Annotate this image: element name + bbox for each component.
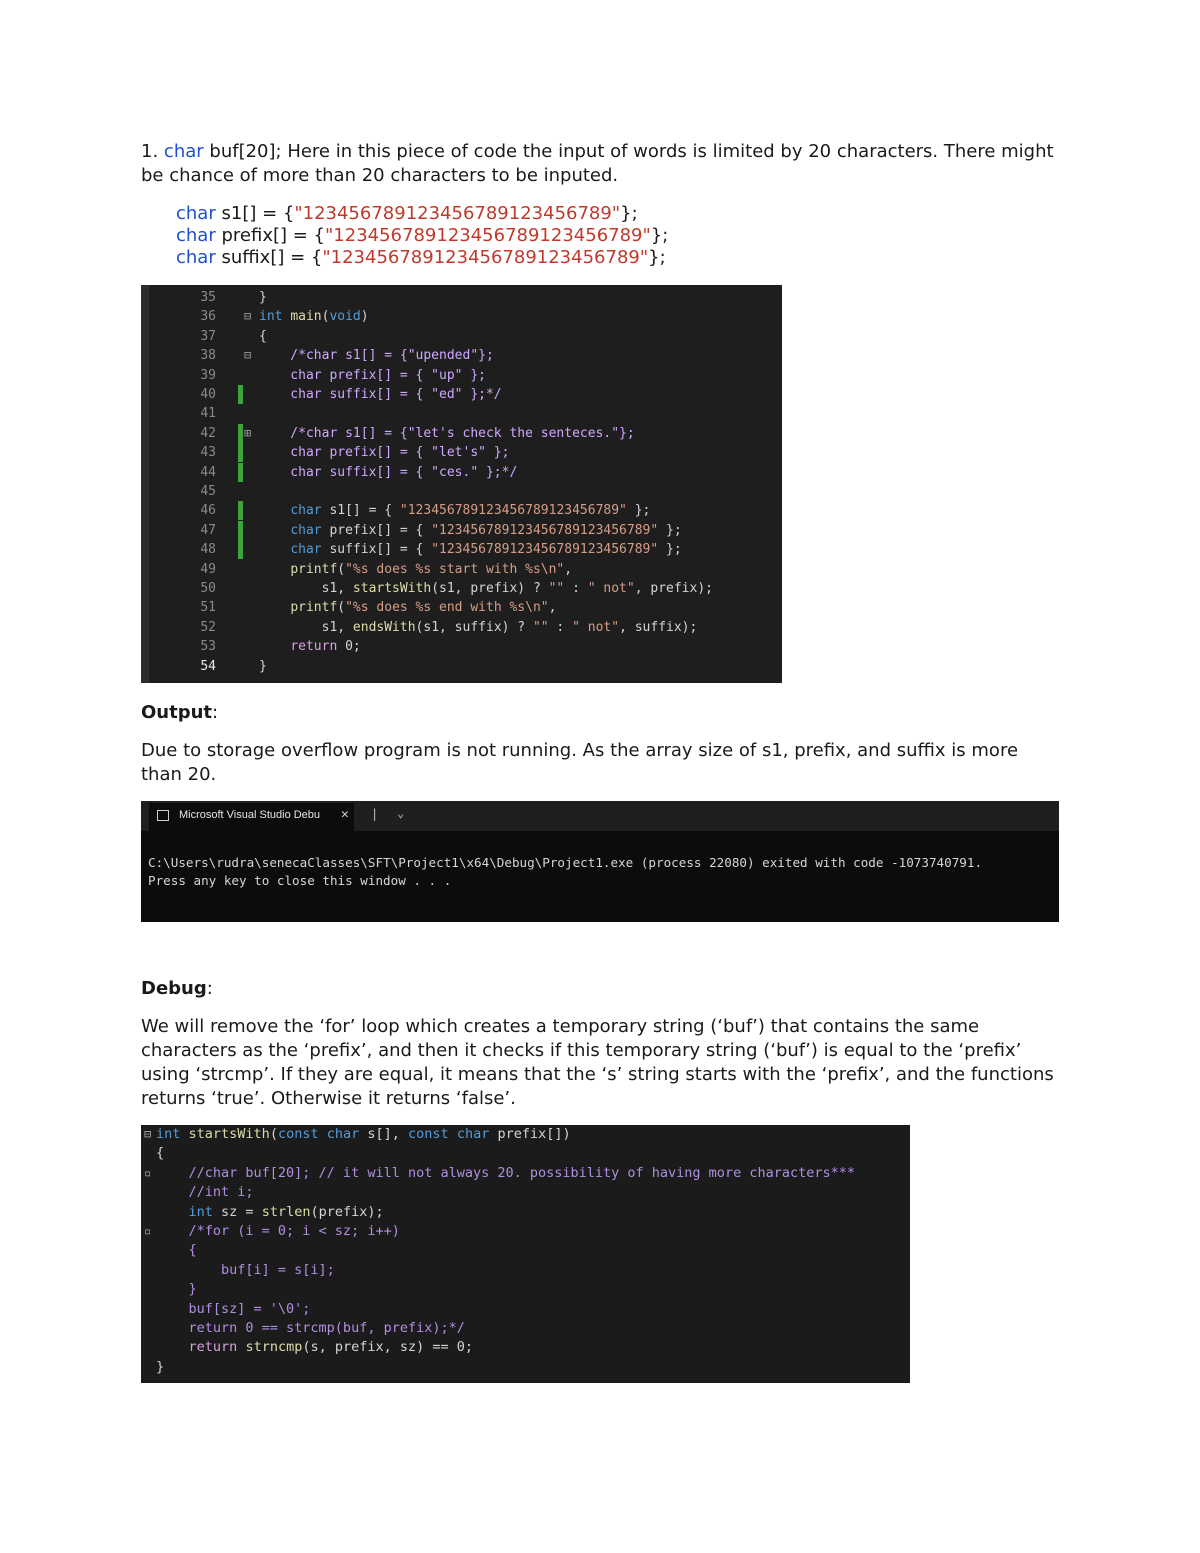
code-text: } — [259, 290, 267, 305]
code-text: { — [156, 1145, 165, 1162]
snippet-tail: }; — [650, 225, 669, 246]
code-line — [141, 327, 782, 346]
code-text: char prefix[] = { "up" }; — [259, 367, 486, 383]
debug-heading-colon: : — [206, 978, 213, 999]
code-text: return 0; — [290, 639, 361, 655]
code-line — [141, 366, 782, 385]
code-text: } — [156, 1358, 165, 1375]
code-line — [141, 1300, 910, 1319]
line-number: 49 — [200, 561, 216, 577]
line-number: 35 — [200, 290, 216, 305]
line-number: 40 — [200, 387, 216, 402]
code-line — [141, 1280, 910, 1299]
chevron-down-icon[interactable]: ⌄ — [397, 806, 405, 820]
snippet-string: "123456789123456789123456789" — [325, 225, 651, 246]
code-line — [141, 1164, 910, 1183]
code-line — [141, 404, 782, 423]
snippet-keyword: char — [176, 203, 216, 224]
debug-heading — [141, 977, 1061, 1001]
line-number: 42 — [200, 425, 216, 441]
snippet-string: "123456789123456789123456789" — [322, 247, 649, 268]
code-text: /*for (i = 0; i < sz; i++) — [156, 1223, 400, 1239]
fold-toggle-icon[interactable]: ⊟ — [244, 348, 252, 363]
change-marker — [238, 501, 243, 520]
debug-paragraph: We will remove the ‘for’ loop which creates a temporary string (‘buf’) that contains the same characters as the ‘prefix’, and then it checks if this temporary string (‘buf’) is equal to the ‘prefix’ using ‘strcmp’. If they are equal, it means that the ‘s’ string starts with the ‘prefix’, and the functions returns ‘true’. Otherwise it returns ‘false’. — [141, 1016, 1054, 1109]
code-line — [141, 482, 782, 501]
code-text: int sz = strlen(prefix); — [188, 1203, 384, 1220]
line-number: 47 — [200, 522, 216, 538]
code-text: int startsWith(const char s[], const char prefix[]) — [156, 1126, 571, 1142]
snippet-line-suffix — [176, 247, 666, 269]
code-text: char suffix[] = { "ces." };*/ — [259, 464, 518, 480]
line-number: 36 — [200, 309, 216, 325]
code-line — [141, 1183, 910, 1202]
fold-toggle-icon[interactable]: ⊟ — [144, 1127, 152, 1141]
change-marker — [238, 385, 243, 404]
intro-paragraph — [141, 140, 1061, 188]
code-text: s1, endsWith(s1, suffix) ? "" : " not", suffix); — [259, 619, 698, 635]
code-line — [141, 560, 782, 579]
snippet-name: suffix[] = { — [221, 247, 323, 268]
output-heading — [141, 701, 1061, 725]
code-line — [141, 1241, 910, 1260]
snippet-tail: }; — [648, 247, 666, 268]
code-line — [141, 463, 782, 482]
code-line — [141, 443, 782, 462]
code-text: s1, startsWith(s1, prefix) ? "" : " not", prefix); — [259, 581, 713, 596]
code-text: char suffix[] = { "ed" };*/ — [259, 387, 502, 402]
change-marker — [238, 521, 243, 540]
code-text: { — [259, 328, 267, 344]
code-line — [141, 521, 782, 540]
line-number: 46 — [200, 503, 216, 519]
code-text: return strncmp(s, prefix, sz) == 0; — [188, 1339, 474, 1356]
code-text: buf[sz] = '\0'; — [156, 1300, 311, 1317]
line-number: 50 — [200, 581, 216, 596]
editor-screenshot-startswith — [141, 1125, 910, 1383]
terminal-icon — [157, 810, 169, 821]
console-screenshot — [141, 801, 1059, 922]
snippet-keyword: char — [176, 247, 216, 268]
fold-toggle-icon[interactable]: ▫ — [144, 1224, 152, 1238]
intro-keyword: char — [163, 141, 204, 162]
code-text: char s1[] = { "123456789123456789123456789" }; — [290, 503, 651, 519]
line-number: 38 — [200, 348, 216, 364]
code-line — [141, 540, 782, 559]
code-text: /*char s1[] = {"upended"}; — [259, 348, 494, 364]
code-line — [141, 598, 782, 617]
tab-separator: | — [371, 807, 379, 821]
snippet-keyword: char — [176, 225, 216, 246]
code-line — [141, 1125, 910, 1144]
close-icon[interactable]: ✕ — [341, 807, 349, 822]
code-line — [141, 288, 782, 307]
line-number: 37 — [200, 328, 216, 344]
console-tab[interactable] — [149, 803, 354, 831]
code-text: //char buf[20]; // it will not always 20. possibility of having more characters*** — [156, 1164, 855, 1181]
code-text: return 0 == strcmp(buf, prefix);*/ — [156, 1320, 465, 1336]
code-line — [141, 1319, 910, 1338]
code-text: } — [259, 658, 267, 674]
code-text: char suffix[] = { "123456789123456789123456789" }; — [290, 542, 682, 558]
change-marker — [238, 443, 243, 462]
code-line — [141, 618, 782, 637]
code-line — [141, 424, 782, 443]
code-line — [141, 657, 782, 676]
output-heading-colon: : — [212, 702, 219, 723]
editor-screenshot-main — [141, 285, 782, 683]
line-number: 44 — [200, 464, 216, 480]
change-marker — [238, 463, 243, 482]
console-line-1: C:\Users\rudra\senecaClasses\SFT\Project1\x64\Debug\Project1.exe (process 22080) exited with code -1073740791. — [148, 855, 983, 870]
code-line — [141, 1144, 910, 1163]
line-number: 43 — [200, 445, 216, 461]
line-number: 45 — [200, 484, 216, 499]
intro-number: 1. — [141, 141, 159, 162]
code-text: //int i; — [156, 1184, 254, 1201]
code-line — [141, 385, 782, 404]
line-number: 53 — [200, 639, 216, 655]
code-line — [141, 1261, 910, 1280]
code-text: printf("%s does %s end with %s\n", — [290, 600, 557, 616]
code-text: { — [156, 1242, 197, 1259]
code-line — [141, 579, 782, 598]
code-text: int main(void) — [259, 309, 369, 325]
snippet-line-s1 — [176, 203, 638, 225]
code-text: char prefix[] = { "123456789123456789123456789" }; — [290, 522, 682, 538]
line-number: 51 — [200, 600, 216, 616]
line-number: 41 — [200, 406, 216, 422]
line-number: 52 — [200, 619, 216, 635]
console-tab-bar — [141, 801, 1059, 831]
change-marker — [238, 540, 243, 559]
snippet-name: prefix[] = { — [221, 225, 326, 246]
code-line — [141, 637, 782, 656]
change-marker — [238, 424, 243, 443]
output-paragraph: Due to storage overflow program is not running. As the array size of s1, prefix, and suffix is more than 20. — [141, 740, 1019, 785]
snippet-tail: }; — [620, 203, 638, 224]
line-number: 39 — [200, 367, 216, 383]
code-line — [141, 1222, 910, 1241]
code-line — [141, 501, 782, 520]
debug-heading-label: Debug — [141, 978, 207, 999]
output-heading-label: Output — [141, 702, 213, 723]
console-tab-title: Microsoft Visual Studio Debu — [179, 809, 321, 821]
snippet-line-prefix — [176, 225, 668, 247]
code-line — [141, 1203, 910, 1222]
snippet-string: "123456789123456789123456789" — [294, 203, 621, 224]
intro-text: buf[20]; Here in this piece of code the input of words is limited by 20 characters. There might be chance of more than 20 characters to be inputed. — [141, 141, 1054, 186]
line-number: 54 — [200, 658, 216, 674]
code-line — [141, 1338, 910, 1357]
fold-toggle-icon[interactable]: ▫ — [144, 1165, 152, 1180]
code-text: printf("%s does %s start with %s\n", — [290, 561, 573, 577]
code-line — [141, 307, 782, 326]
code-text: buf[i] = s[i]; — [156, 1261, 335, 1278]
code-line — [141, 1358, 910, 1377]
console-line-2: Press any key to close this window . . . — [148, 873, 452, 888]
fold-toggle-icon[interactable]: ⊟ — [244, 309, 252, 324]
code-text: } — [156, 1281, 197, 1298]
line-number: 48 — [200, 542, 216, 558]
snippet-name: s1[] = { — [221, 203, 295, 224]
code-line — [141, 346, 782, 365]
code-text: /*char s1[] = {"let's check the senteces."}; — [259, 425, 635, 441]
fold-toggle-icon[interactable]: ⊞ — [244, 425, 252, 440]
code-text: char prefix[] = { "let's" }; — [259, 445, 510, 461]
